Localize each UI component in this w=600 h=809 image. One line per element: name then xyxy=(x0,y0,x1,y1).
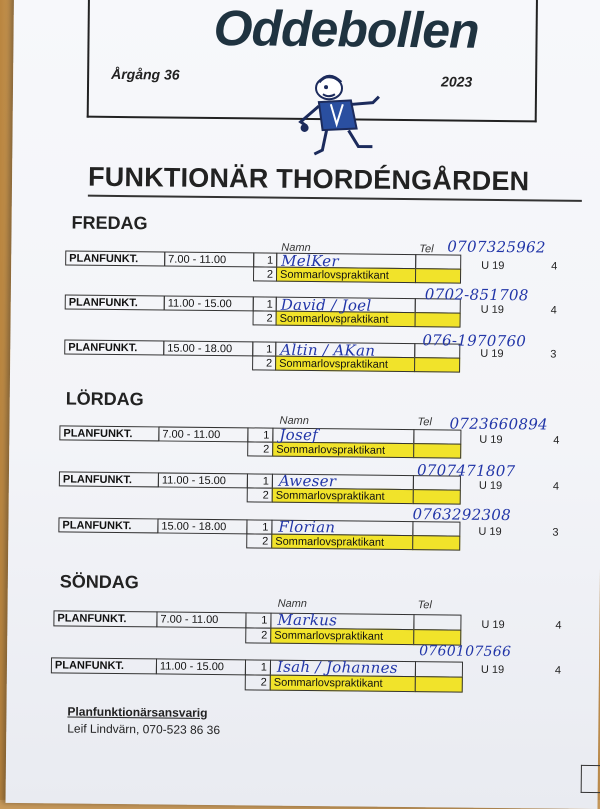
staff-count: 3 xyxy=(550,348,557,361)
age-group: U 19 xyxy=(481,259,505,273)
tel-cell xyxy=(415,661,463,678)
time-cell: 7.00 - 11.00 xyxy=(156,611,246,628)
time-cell: 15.00 - 18.00 xyxy=(157,518,247,534)
handwritten-phone: 0763292308 xyxy=(412,505,512,525)
handwritten-name: David / Joel xyxy=(280,295,372,315)
staff-count: 4 xyxy=(555,619,562,632)
age-group: U 19 xyxy=(478,479,503,493)
handwritten-phone: 0723660894 xyxy=(449,414,549,434)
day-heading-sondag: SÖNDAG xyxy=(59,571,139,593)
staff-count: 4 xyxy=(552,480,560,493)
column-label-tel: Tel xyxy=(417,599,432,612)
role-cell: PLANFUNKT. xyxy=(65,294,165,310)
day-heading-lordag: LÖRDAG xyxy=(65,388,144,410)
handwritten-phone: 0707325962 xyxy=(447,237,546,257)
handwritten-phone: 0760107566 xyxy=(419,643,512,661)
responsible-heading: Planfunktionärsansvarig xyxy=(67,704,208,720)
intern-cell: Sommarlovspraktikant xyxy=(270,628,414,646)
handwritten-phone: 076-1970760 xyxy=(422,331,527,351)
handwritten-name: Isah / Johannes xyxy=(276,657,398,677)
corner-box xyxy=(581,765,600,793)
slot-number: 2 xyxy=(245,627,271,643)
staff-count: 4 xyxy=(551,260,558,273)
staff-count: 4 xyxy=(553,434,560,447)
age-group: U 19 xyxy=(480,303,505,317)
handwritten-name: Aweser xyxy=(278,471,337,491)
slot-number: 2 xyxy=(247,487,273,502)
intern-tel-cell xyxy=(415,312,461,327)
column-label-tel: Tel xyxy=(419,243,434,256)
column-label-name: Namn xyxy=(277,597,308,611)
column-label-tel: Tel xyxy=(417,416,432,429)
time-cell: 11.00 - 15.00 xyxy=(158,472,248,488)
slot-number: 1 xyxy=(252,341,276,356)
volume-label: Årgång 36 xyxy=(111,65,180,83)
day-heading-fredag: FREDAG xyxy=(71,212,148,234)
handwritten-phone: 0707471807 xyxy=(416,461,516,481)
paper-sheet xyxy=(6,0,600,809)
role-cell: PLANFUNKT. xyxy=(58,517,158,533)
intern-cell: Sommarlovspraktikant xyxy=(276,267,416,283)
slot-number: 2 xyxy=(246,533,272,548)
staff-count: 4 xyxy=(550,304,557,317)
role-cell: PLANFUNKT. xyxy=(53,610,157,627)
intern-cell: Sommarlovspraktikant xyxy=(272,442,414,458)
handwritten-name: MelKer xyxy=(281,251,339,271)
role-cell: PLANFUNKT. xyxy=(59,425,159,441)
handwritten-name: Josef xyxy=(279,425,319,445)
role-cell: PLANFUNKT. xyxy=(64,339,164,355)
slot-number: 2 xyxy=(252,355,276,370)
role-cell: PLANFUNKT. xyxy=(51,657,157,674)
handwritten-name: Florian xyxy=(278,517,336,537)
staff-count: 3 xyxy=(552,526,559,539)
column-label-name: Namn xyxy=(281,241,311,255)
role-cell: PLANFUNKT. xyxy=(59,471,159,487)
intern-tel-cell xyxy=(415,268,461,283)
time-cell: 7.00 - 11.00 xyxy=(158,426,248,442)
age-group: U 19 xyxy=(480,663,505,677)
intern-cell: Sommarlovspraktikant xyxy=(275,356,415,372)
column-label-name: Namn xyxy=(279,414,309,428)
slot-number: 1 xyxy=(253,296,277,311)
role-cell: PLANFUNKT. xyxy=(65,250,165,266)
age-group: U 19 xyxy=(478,525,502,539)
slot-number: 1 xyxy=(246,519,272,534)
age-group: U 19 xyxy=(481,618,505,632)
intern-tel-cell xyxy=(415,676,463,693)
slot-number: 2 xyxy=(253,266,277,281)
slot-number: 2 xyxy=(247,441,273,456)
intern-tel-cell xyxy=(412,535,460,551)
slot-number: 2 xyxy=(253,310,277,325)
intern-tel-cell xyxy=(413,443,461,459)
handwritten-name: Altin / AKan xyxy=(280,340,376,360)
intern-cell: Sommarlovspraktikant xyxy=(272,488,414,504)
staff-count: 4 xyxy=(554,664,562,677)
publication-logo: Oddebollen xyxy=(213,0,479,59)
slot-number: 1 xyxy=(245,659,271,675)
intern-tel-cell xyxy=(413,489,461,505)
slot-number: 1 xyxy=(247,427,273,442)
page-title: FUNKTIONÄR THORDÉNGÅRDEN xyxy=(88,162,582,202)
responsible-contact: Leif Lindvärn, 070-523 86 36 xyxy=(67,721,221,738)
tel-cell xyxy=(413,614,461,631)
time-cell: 11.00 - 15.00 xyxy=(156,658,246,675)
time-cell: 11.00 - 15.00 xyxy=(164,295,254,311)
intern-tel-cell xyxy=(414,357,460,372)
year-label: 2023 xyxy=(441,73,473,90)
handwritten-name: Markus xyxy=(277,610,338,630)
slot-number: 2 xyxy=(245,674,271,690)
slot-number: 1 xyxy=(253,252,277,267)
age-group: U 19 xyxy=(479,433,503,447)
intern-cell: Sommarlovspraktikant xyxy=(271,534,413,550)
time-cell: 7.00 - 11.00 xyxy=(164,251,254,267)
slot-number: 1 xyxy=(247,473,273,488)
time-cell: 15.00 - 18.00 xyxy=(163,340,253,356)
age-group: U 19 xyxy=(480,347,504,361)
mascot-illustration xyxy=(292,72,389,163)
handwritten-phone: 0702-851708 xyxy=(424,285,529,305)
intern-cell: Sommarlovspraktikant xyxy=(276,311,416,327)
intern-cell: Sommarlovspraktikant xyxy=(270,675,416,693)
slot-number: 1 xyxy=(245,612,271,628)
